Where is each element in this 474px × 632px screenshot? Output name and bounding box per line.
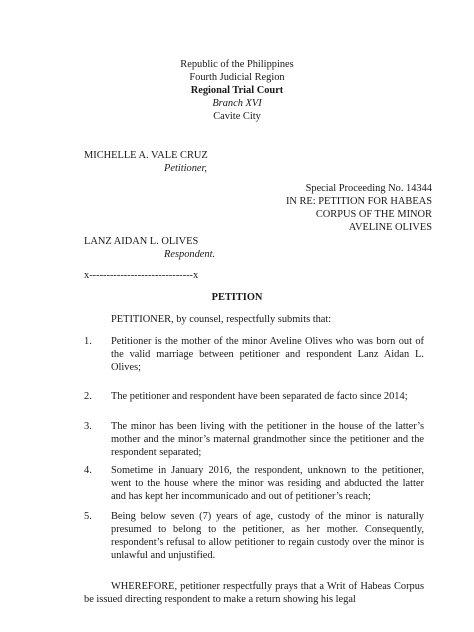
allegation-item-3 xyxy=(84,420,424,459)
allegation-item-1 xyxy=(84,335,424,374)
case-number: Special Proceeding No. 14344 xyxy=(305,183,432,194)
item-number: 2. xyxy=(84,391,92,402)
intro-paragraph: PETITIONER, by counsel, respectfully submits that: xyxy=(111,314,332,325)
case-title-line3: AVELINE OLIVES xyxy=(348,222,432,233)
item-text: The petitioner and respondent have been separated de facto since 2014; xyxy=(111,391,408,402)
allegation-item-5 xyxy=(84,510,424,562)
petitioner-name: MICHELLE A. VALE CRUZ xyxy=(84,150,208,161)
caption-separator: x------------------------------x xyxy=(84,270,199,281)
item-number: 4. xyxy=(84,465,92,476)
header-branch: Branch XVI xyxy=(212,98,262,109)
respondent-name: LANZ AIDAN L. OLIVES xyxy=(84,236,199,247)
respondent-role: Respondent. xyxy=(164,249,216,260)
allegation-item-2 xyxy=(84,390,424,403)
court-header xyxy=(0,58,474,123)
item-number: 1. xyxy=(84,336,92,347)
item-text: Being below seven (7) years of age, custody of the minor is naturally presumed to belong to the petitioner, as her mother. Consequently, respondent’s refusal to allow petitioner to regain custody over the minor is unlawful and unjustified. xyxy=(111,511,424,561)
item-text: Petitioner is the mother of the minor Aveline Olives who was born out of the valid marriage between petitioner and respondent Lanz Aidan L. Olives; xyxy=(111,336,424,373)
item-number: 3. xyxy=(84,421,92,432)
wherefore-paragraph: WHEREFORE, petitioner respectfully prays that a Writ of Habeas Corpus be issued directing respondent to make a return showing his legal xyxy=(84,581,424,605)
header-court: Regional Trial Court xyxy=(190,85,284,96)
header-region: Fourth Judicial Region xyxy=(189,72,285,83)
item-text: The minor has been living with the petitioner in the house of the latter’s mother and the minor’s maternal grandmother since the petitioner and the respondent separated; xyxy=(111,421,424,458)
allegation-item-4 xyxy=(84,464,424,503)
case-title-line1: IN RE: PETITION FOR HABEAS xyxy=(285,196,432,207)
item-number: 5. xyxy=(84,511,92,522)
header-city: Cavite City xyxy=(213,111,261,122)
item-text: Sometime in January 2016, the respondent, unknown to the petitioner, went to the house where the minor was residing and abducted the latter and has kept her incommunicado and out of petitioner’s reach; xyxy=(111,465,424,502)
petitioner-role: Petitioner, xyxy=(164,163,207,174)
header-republic: Republic of the Philippines xyxy=(180,59,294,70)
case-caption xyxy=(246,182,432,234)
case-title-line2: CORPUS OF THE MINOR xyxy=(315,209,432,220)
document-title: PETITION xyxy=(211,292,263,303)
